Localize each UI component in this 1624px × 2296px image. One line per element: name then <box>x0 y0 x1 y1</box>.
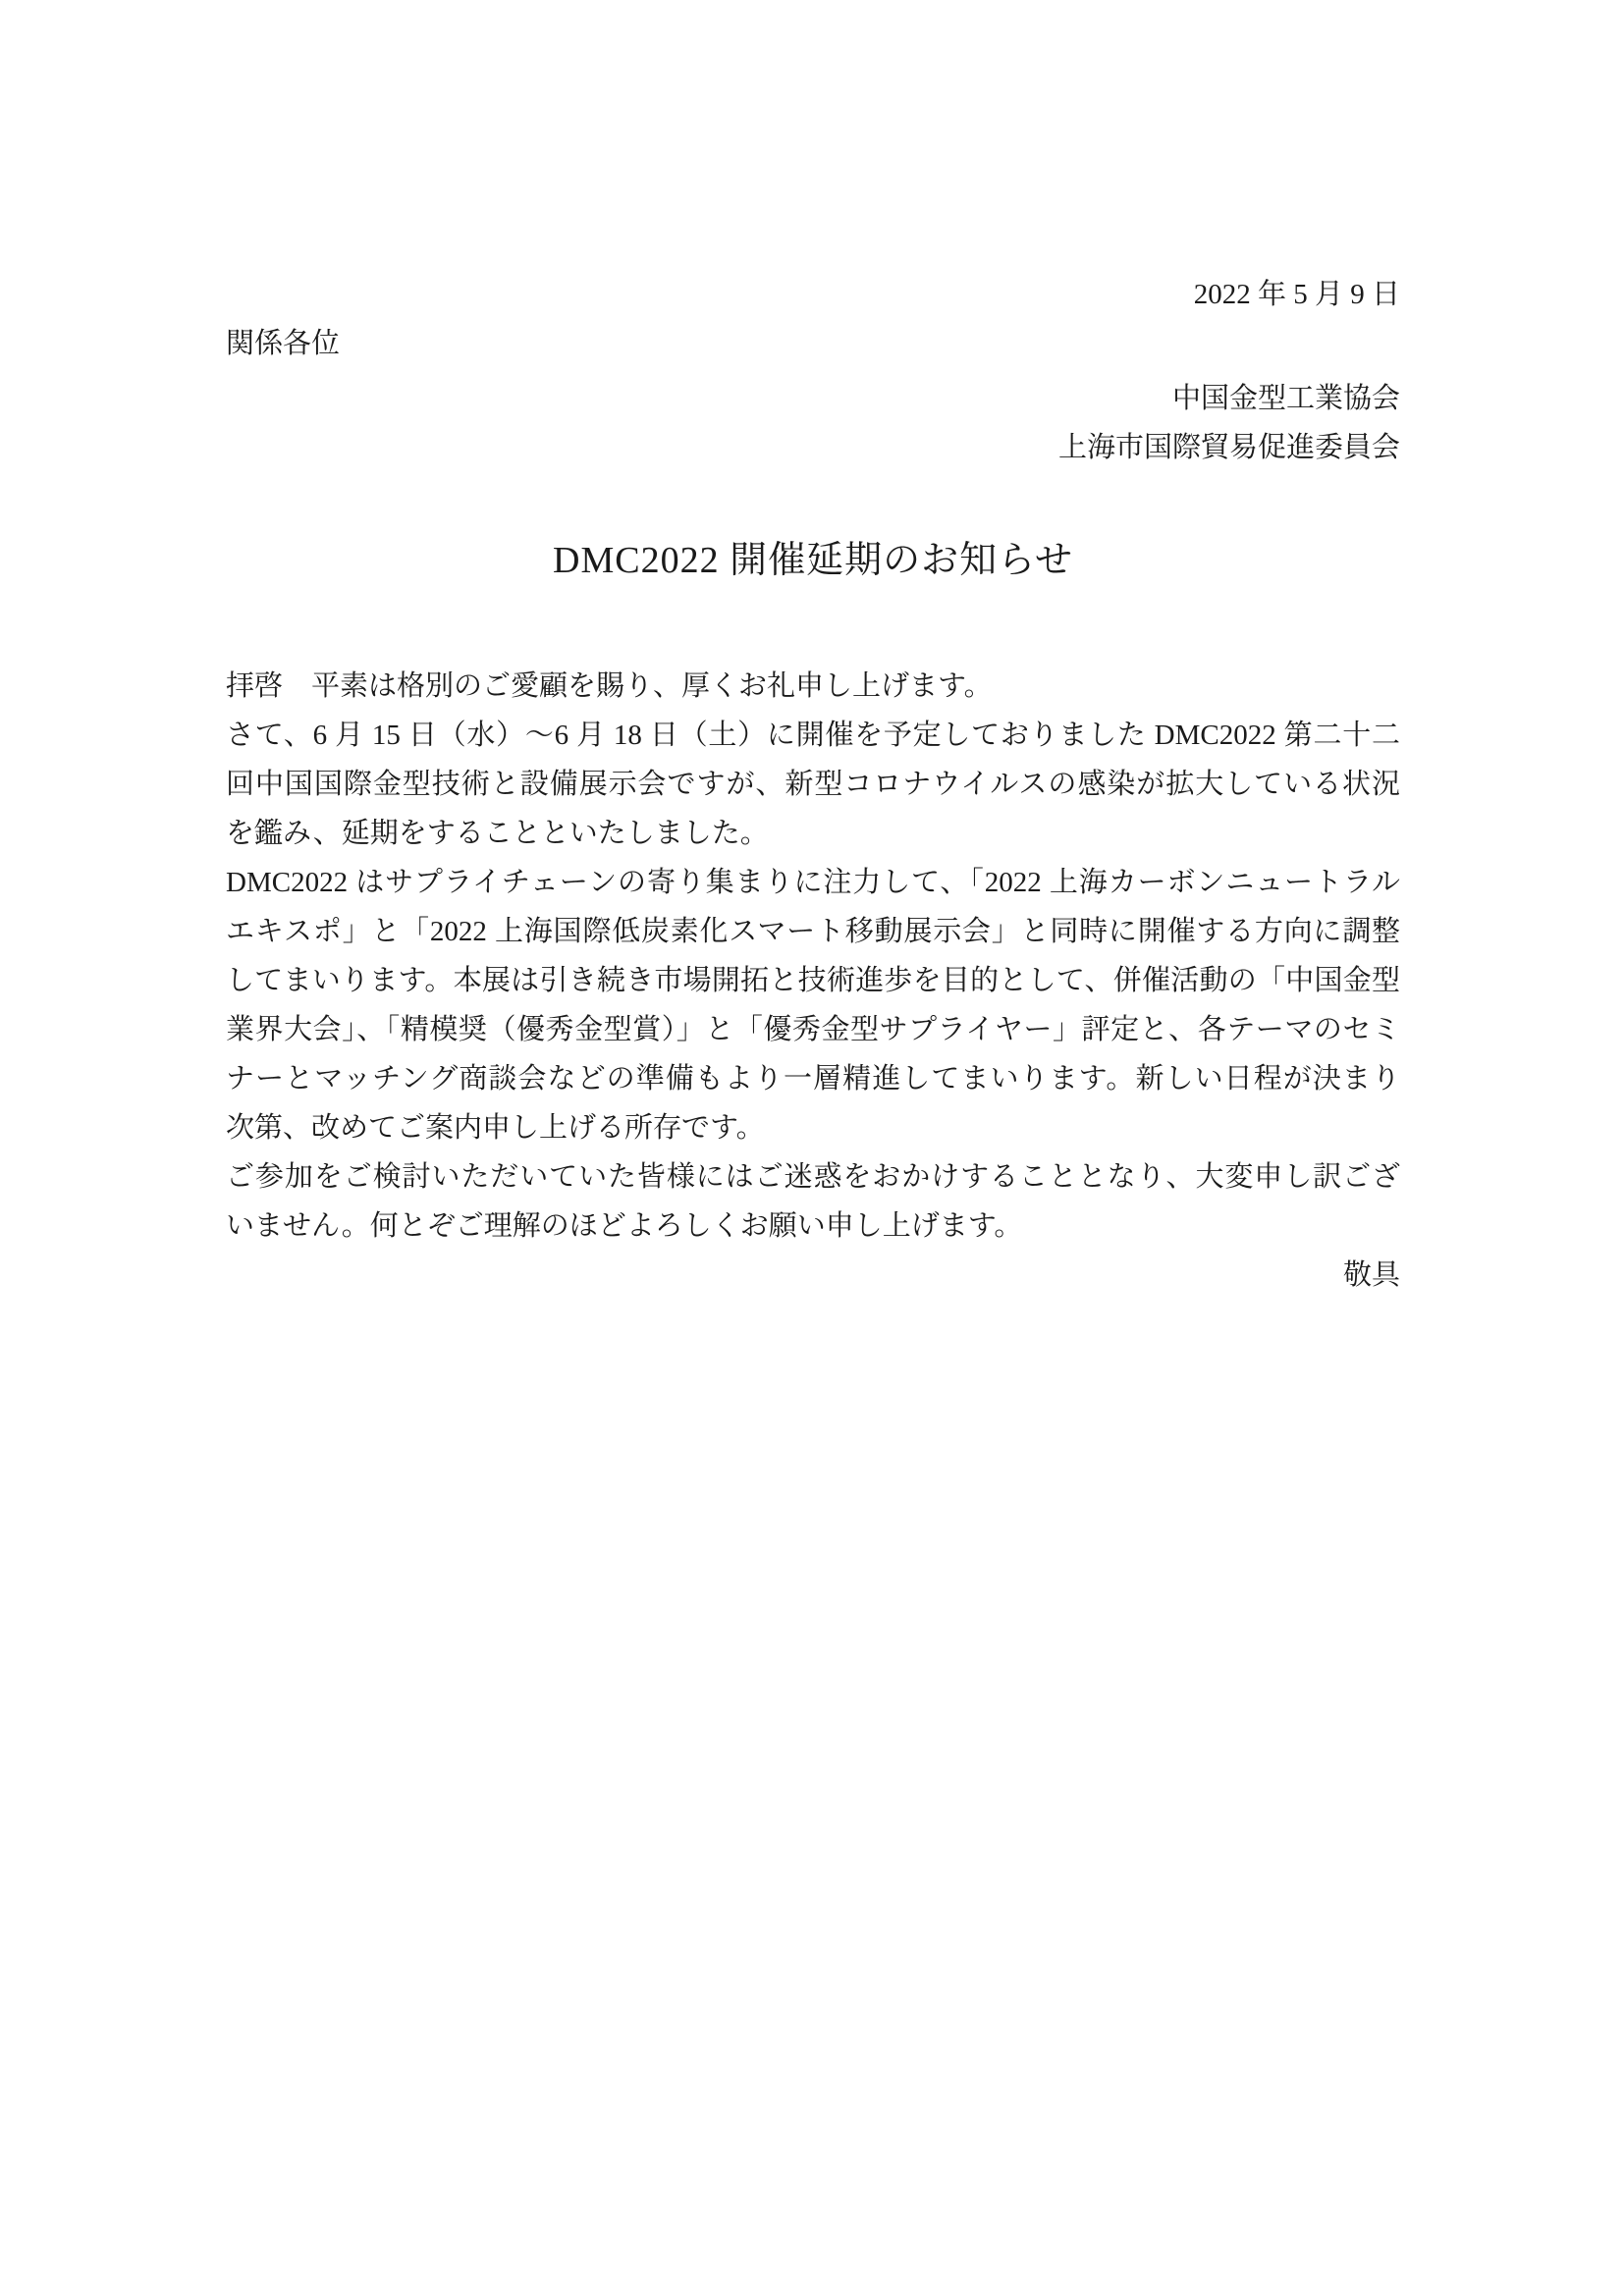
body-line: いません。何とぞご理解のほどよろしくお願い申し上げます。 <box>226 1210 1023 1242</box>
body-line: 次第、改めてご案内申し上げる所存です。 <box>226 1112 765 1144</box>
letter-body <box>226 662 1400 1251</box>
body-line: してまいります。本展は引き続き市場開拓と技術進歩を目的として、併催活動の「中国金型 <box>226 965 1400 996</box>
body-line: ナーとマッチング商談会などの準備もより一層精進してまいります。新しい日程が決まり <box>226 1063 1400 1095</box>
letter-recipient: 関係各位 <box>226 328 341 359</box>
letter-closing: 敬具 <box>1342 1259 1400 1291</box>
body-line: さて、6 月 15 日（水）～6 月 18 日（土）に開催を予定しておりました DMC2022 第二十二 <box>226 720 1400 751</box>
body-line: エキスポ」と「2022 上海国際低炭素化スマート移動展示会」と同時に開催する方向に調整 <box>226 916 1400 947</box>
letter-sender-secondary: 上海市国際貿易促進委員会 <box>1057 432 1400 463</box>
body-line: 回中国国際金型技術と設備展示会ですが、新型コロナウイルスの感染が拡大している状況 <box>226 769 1400 800</box>
body-line: 拝啓 平素は格別のご愛顧を賜り、厚くお礼申し上げます。 <box>226 670 993 702</box>
letter-date: 2022 年 5 月 9 日 <box>1193 279 1400 310</box>
body-line: 業界大会」、「精模奨（優秀金型賞）」と「優秀金型サプライヤー」評定と、各テーマのセミ <box>226 1014 1400 1045</box>
body-line: DMC2022 はサプライチェーンの寄り集まりに注力して、「2022 上海カーボンニュートラル <box>226 867 1400 898</box>
body-line: を鑑み、延期をすることといたしました。 <box>226 818 769 849</box>
letter-title: DMC2022 開催延期のお知らせ <box>553 540 1073 581</box>
body-line: ご参加をご検討いただいていた皆様にはご迷惑をおかけすることとなり、大変申し訳ござ <box>226 1161 1400 1193</box>
letter-sender-primary: 中国金型工業協会 <box>1171 383 1400 414</box>
